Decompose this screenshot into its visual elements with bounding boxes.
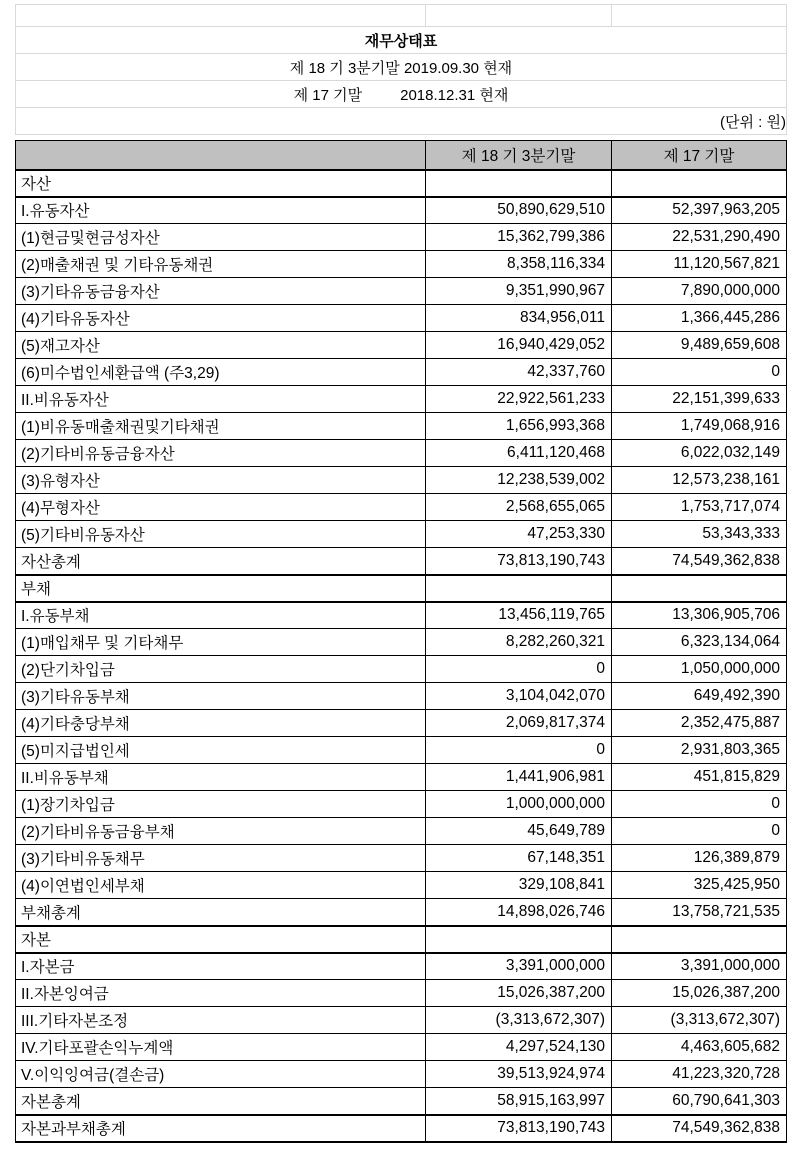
table-row bbox=[16, 386, 787, 413]
row-value-prior: 126,389,879 bbox=[612, 845, 787, 872]
row-label: (2)기타비유동금융부채 bbox=[16, 818, 426, 845]
table-row bbox=[16, 1034, 787, 1061]
row-label: 자산 bbox=[16, 170, 426, 197]
row-value-prior: 53,343,333 bbox=[612, 521, 787, 548]
row-value-current: 12,238,539,002 bbox=[426, 467, 612, 494]
row-value-current: 8,358,116,334 bbox=[426, 251, 612, 278]
period-current-prefix: 제 18 기 3분기말 bbox=[289, 59, 400, 77]
row-value-prior: 2,352,475,887 bbox=[612, 710, 787, 737]
row-value-current: 329,108,841 bbox=[426, 872, 612, 899]
row-value-current: 8,282,260,321 bbox=[426, 629, 612, 656]
row-value-current: 6,411,120,468 bbox=[426, 440, 612, 467]
table-row bbox=[16, 602, 787, 629]
balance-sheet-table bbox=[15, 140, 787, 1143]
row-value-current: 47,253,330 bbox=[426, 521, 612, 548]
table-row bbox=[16, 818, 787, 845]
document-title-row bbox=[16, 27, 787, 54]
row-value-current: 58,915,163,997 bbox=[426, 1088, 612, 1115]
row-label: (2)기타비유동금융자산 bbox=[16, 440, 426, 467]
unit-note-row bbox=[16, 108, 787, 135]
table-row bbox=[16, 737, 787, 764]
row-label: 자본과부채총계 bbox=[16, 1115, 426, 1142]
row-label: (4)기타유동자산 bbox=[16, 305, 426, 332]
table-row bbox=[16, 413, 787, 440]
table-row bbox=[16, 1007, 787, 1034]
row-label: II.비유동부채 bbox=[16, 764, 426, 791]
row-label: V.이익잉여금(결손금) bbox=[16, 1061, 426, 1088]
table-row bbox=[16, 548, 787, 575]
row-value-prior: 13,306,905,706 bbox=[612, 602, 787, 629]
row-label: (6)미수법인세환급액 (주3,29) bbox=[16, 359, 426, 386]
row-value-current: 9,351,990,967 bbox=[426, 278, 612, 305]
table-row bbox=[16, 872, 787, 899]
row-label: I.자본금 bbox=[16, 953, 426, 980]
row-label: I.유동자산 bbox=[16, 197, 426, 224]
row-value-prior: 22,531,290,490 bbox=[612, 224, 787, 251]
table-row bbox=[16, 440, 787, 467]
row-value-current: 0 bbox=[426, 737, 612, 764]
table-row bbox=[16, 359, 787, 386]
row-value-current: 13,456,119,765 bbox=[426, 602, 612, 629]
row-label: (3)기타비유동채무 bbox=[16, 845, 426, 872]
row-value-prior: 325,425,950 bbox=[612, 872, 787, 899]
row-value-current bbox=[426, 575, 612, 602]
row-value-prior: 12,573,238,161 bbox=[612, 467, 787, 494]
row-value-prior: 13,758,721,535 bbox=[612, 899, 787, 926]
row-value-prior: 22,151,399,633 bbox=[612, 386, 787, 413]
table-row bbox=[16, 1088, 787, 1115]
title-blank-cell-1 bbox=[16, 5, 426, 27]
period-prior bbox=[16, 81, 787, 108]
table-row bbox=[16, 845, 787, 872]
row-value-current: 1,441,906,981 bbox=[426, 764, 612, 791]
table-row bbox=[16, 305, 787, 332]
row-value-prior: (3,313,672,307) bbox=[612, 1007, 787, 1034]
row-value-prior: 52,397,963,205 bbox=[612, 197, 787, 224]
table-row bbox=[16, 170, 787, 197]
table-row bbox=[16, 278, 787, 305]
table-row bbox=[16, 629, 787, 656]
table-body bbox=[16, 170, 787, 1142]
row-value-current: 73,813,190,743 bbox=[426, 1115, 612, 1142]
row-value-current: 2,069,817,374 bbox=[426, 710, 612, 737]
table-row bbox=[16, 494, 787, 521]
table-row bbox=[16, 575, 787, 602]
table-row bbox=[16, 224, 787, 251]
period-current bbox=[16, 54, 787, 81]
row-label: (4)기타충당부채 bbox=[16, 710, 426, 737]
row-label: (4)이연법인세부채 bbox=[16, 872, 426, 899]
table-row bbox=[16, 251, 787, 278]
title-blank-cell-3 bbox=[612, 5, 787, 27]
row-value-prior: 1,366,445,286 bbox=[612, 305, 787, 332]
table-row bbox=[16, 521, 787, 548]
row-value-current: 67,148,351 bbox=[426, 845, 612, 872]
row-value-prior: 0 bbox=[612, 791, 787, 818]
table-row bbox=[16, 467, 787, 494]
table-row bbox=[16, 683, 787, 710]
row-value-prior: 451,815,829 bbox=[612, 764, 787, 791]
table-header bbox=[16, 141, 787, 170]
row-value-prior bbox=[612, 170, 787, 197]
period-prior-row bbox=[16, 81, 787, 108]
row-value-current: 50,890,629,510 bbox=[426, 197, 612, 224]
unit-note: (단위 : 원) bbox=[16, 108, 787, 135]
row-label: (4)무형자산 bbox=[16, 494, 426, 521]
table-row bbox=[16, 197, 787, 224]
row-value-current: (3,313,672,307) bbox=[426, 1007, 612, 1034]
row-value-prior: 6,022,032,149 bbox=[612, 440, 787, 467]
row-label: (1)비유동매출채권및기타채권 bbox=[16, 413, 426, 440]
row-value-prior: 6,323,134,064 bbox=[612, 629, 787, 656]
row-value-prior: 2,931,803,365 bbox=[612, 737, 787, 764]
title-block bbox=[15, 4, 787, 135]
row-value-current: 2,568,655,065 bbox=[426, 494, 612, 521]
row-label: 부채 bbox=[16, 575, 426, 602]
row-value-current: 39,513,924,974 bbox=[426, 1061, 612, 1088]
row-label: (5)기타비유동자산 bbox=[16, 521, 426, 548]
header-label bbox=[16, 141, 426, 170]
row-label: 자산총계 bbox=[16, 548, 426, 575]
period-prior-date: 2018.12.31 현재 bbox=[400, 86, 509, 104]
row-label: I.유동부채 bbox=[16, 602, 426, 629]
row-value-current bbox=[426, 926, 612, 953]
row-label: 자본 bbox=[16, 926, 426, 953]
row-value-current: 15,362,799,386 bbox=[426, 224, 612, 251]
row-value-prior: 1,050,000,000 bbox=[612, 656, 787, 683]
table-row bbox=[16, 656, 787, 683]
title-blank-cell-2 bbox=[426, 5, 612, 27]
row-value-current: 1,656,993,368 bbox=[426, 413, 612, 440]
row-value-current: 45,649,789 bbox=[426, 818, 612, 845]
row-value-current: 3,104,042,070 bbox=[426, 683, 612, 710]
table-row bbox=[16, 710, 787, 737]
period-prior-prefix: 제 17 기말 bbox=[293, 86, 363, 104]
header-col2: 제 17 기말 bbox=[612, 141, 787, 170]
table-row bbox=[16, 926, 787, 953]
row-value-prior: 15,026,387,200 bbox=[612, 980, 787, 1007]
table-row bbox=[16, 332, 787, 359]
document-title: 재무상태표 bbox=[16, 27, 787, 54]
table-row bbox=[16, 953, 787, 980]
row-value-current: 15,026,387,200 bbox=[426, 980, 612, 1007]
period-current-row bbox=[16, 54, 787, 81]
row-value-current: 16,940,429,052 bbox=[426, 332, 612, 359]
row-value-current: 22,922,561,233 bbox=[426, 386, 612, 413]
row-value-current: 3,391,000,000 bbox=[426, 953, 612, 980]
row-value-current: 834,956,011 bbox=[426, 305, 612, 332]
row-label: III.기타자본조정 bbox=[16, 1007, 426, 1034]
row-value-current: 4,297,524,130 bbox=[426, 1034, 612, 1061]
row-value-prior: 649,492,390 bbox=[612, 683, 787, 710]
row-label: 부채총계 bbox=[16, 899, 426, 926]
row-value-prior: 4,463,605,682 bbox=[612, 1034, 787, 1061]
row-value-prior: 60,790,641,303 bbox=[612, 1088, 787, 1115]
period-current-date: 2019.09.30 현재 bbox=[403, 59, 513, 77]
row-label: IV.기타포괄손익누계액 bbox=[16, 1034, 426, 1061]
row-value-current: 73,813,190,743 bbox=[426, 548, 612, 575]
row-value-prior bbox=[612, 575, 787, 602]
row-value-current: 0 bbox=[426, 656, 612, 683]
table-row bbox=[16, 764, 787, 791]
row-label: (3)기타유동부채 bbox=[16, 683, 426, 710]
row-label: (3)기타유동금융자산 bbox=[16, 278, 426, 305]
row-label: II.비유동자산 bbox=[16, 386, 426, 413]
row-label: II.자본잉여금 bbox=[16, 980, 426, 1007]
row-label: (1)장기차입금 bbox=[16, 791, 426, 818]
table-row bbox=[16, 899, 787, 926]
row-label: (5)재고자산 bbox=[16, 332, 426, 359]
row-value-prior: 0 bbox=[612, 359, 787, 386]
row-label: (1)현금및현금성자산 bbox=[16, 224, 426, 251]
row-label: (3)유형자산 bbox=[16, 467, 426, 494]
row-value-current: 14,898,026,746 bbox=[426, 899, 612, 926]
row-label: (2)매출채권 및 기타유동채권 bbox=[16, 251, 426, 278]
row-label: (2)단기차입금 bbox=[16, 656, 426, 683]
table-row bbox=[16, 1115, 787, 1142]
row-label: 자본총계 bbox=[16, 1088, 426, 1115]
row-value-prior: 3,391,000,000 bbox=[612, 953, 787, 980]
row-value-current bbox=[426, 170, 612, 197]
header-col1: 제 18 기 3분기말 bbox=[426, 141, 612, 170]
header-row bbox=[16, 141, 787, 170]
row-value-prior: 7,890,000,000 bbox=[612, 278, 787, 305]
table-row bbox=[16, 791, 787, 818]
row-value-prior: 1,749,068,916 bbox=[612, 413, 787, 440]
row-value-prior: 11,120,567,821 bbox=[612, 251, 787, 278]
row-value-prior: 74,549,362,838 bbox=[612, 548, 787, 575]
row-value-prior: 1,753,717,074 bbox=[612, 494, 787, 521]
row-label: (1)매입채무 및 기타채무 bbox=[16, 629, 426, 656]
row-value-current: 1,000,000,000 bbox=[426, 791, 612, 818]
row-value-prior: 74,549,362,838 bbox=[612, 1115, 787, 1142]
title-blank-row bbox=[16, 5, 787, 27]
row-label: (5)미지급법인세 bbox=[16, 737, 426, 764]
row-value-current: 42,337,760 bbox=[426, 359, 612, 386]
row-value-prior bbox=[612, 926, 787, 953]
row-value-prior: 0 bbox=[612, 818, 787, 845]
row-value-prior: 9,489,659,608 bbox=[612, 332, 787, 359]
table-row bbox=[16, 980, 787, 1007]
table-row bbox=[16, 1061, 787, 1088]
row-value-prior: 41,223,320,728 bbox=[612, 1061, 787, 1088]
